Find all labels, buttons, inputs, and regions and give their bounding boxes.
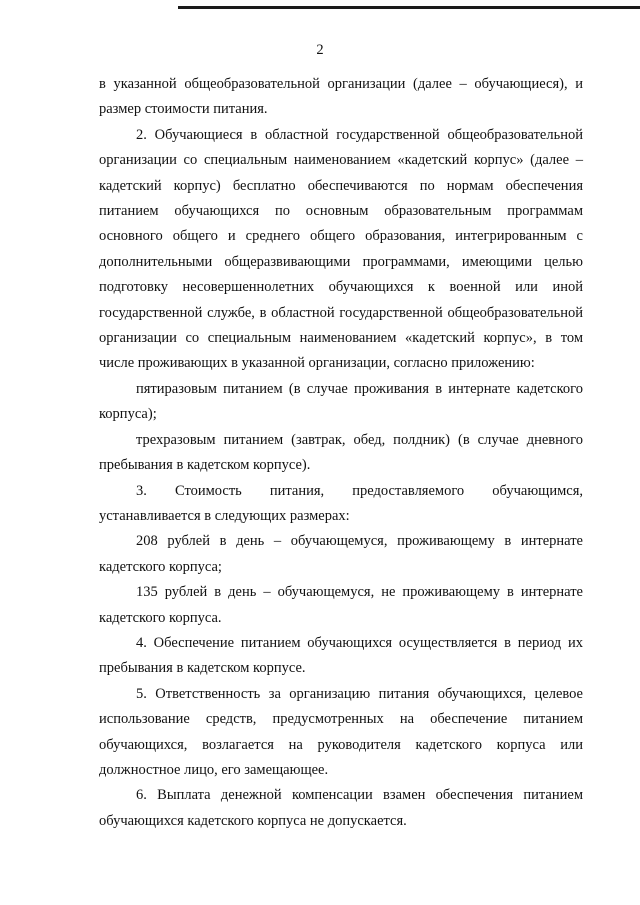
paragraph-item-5: 5. Ответственность за организацию питания обучающихся, целевое использование средств, предусмотренных на обеспечение питанием обучающихся, возлагается на руководителя кадетского корпуса или должностное лицо, его замещающее.: [99, 685, 583, 778]
paragraph-item-2: 2. Обучающиеся в областной государственной общеобразовательной организации со специальным наименованием «кадетский корпус» (далее – кадетский корпус) бесплатно обеспечиваются по нормам обеспечения питанием обучающихся по основным образовательным программам основного общего и среднего общего образования, интегрированным с дополнительными общеразвивающими программами, имеющими целью подготовку несовершеннолетних обучающихся к военной или иной государственной службе, в областной государственной общеобразовательной организации со специальным наименованием «кадетский корпус», в том числе проживающих в указанной организации, согласно приложению:: [99, 126, 583, 372]
page-number: 2: [316, 42, 324, 58]
paragraph-item-3: 3. Стоимость питания, предоставляемого обучающимся, устанавливается в следующих размерах:: [99, 482, 583, 524]
document-body: [99, 72, 583, 834]
paragraph-three-meals: трехразовым питанием (завтрак, обед, полдник) (в случае дневного пребывания в кадетском корпусе).: [99, 431, 583, 474]
paragraph-cost-day: 135 рублей в день – обучающемуся, не проживающему в интернате кадетского корпуса.: [99, 584, 583, 626]
paragraph-continuation: в указанной общеобразовательной организации (далее – обучающиеся), и размер стоимости питания.: [99, 76, 583, 118]
paragraph-five-meals: пятиразовым питанием (в случае проживания в интернате кадетского корпуса);: [99, 380, 583, 423]
paragraph-item-6: 6. Выплата денежной компенсации взамен обеспечения питанием обучающихся кадетского корпуса не допускается.: [99, 787, 583, 829]
top-rule-line: [178, 6, 640, 9]
paragraph-item-4: 4. Обеспечение питанием обучающихся осуществляется в период их пребывания в кадетском корпусе.: [99, 634, 583, 677]
paragraph-cost-boarding: 208 рублей в день – обучающемуся, проживающему в интернате кадетского корпуса;: [99, 533, 583, 575]
